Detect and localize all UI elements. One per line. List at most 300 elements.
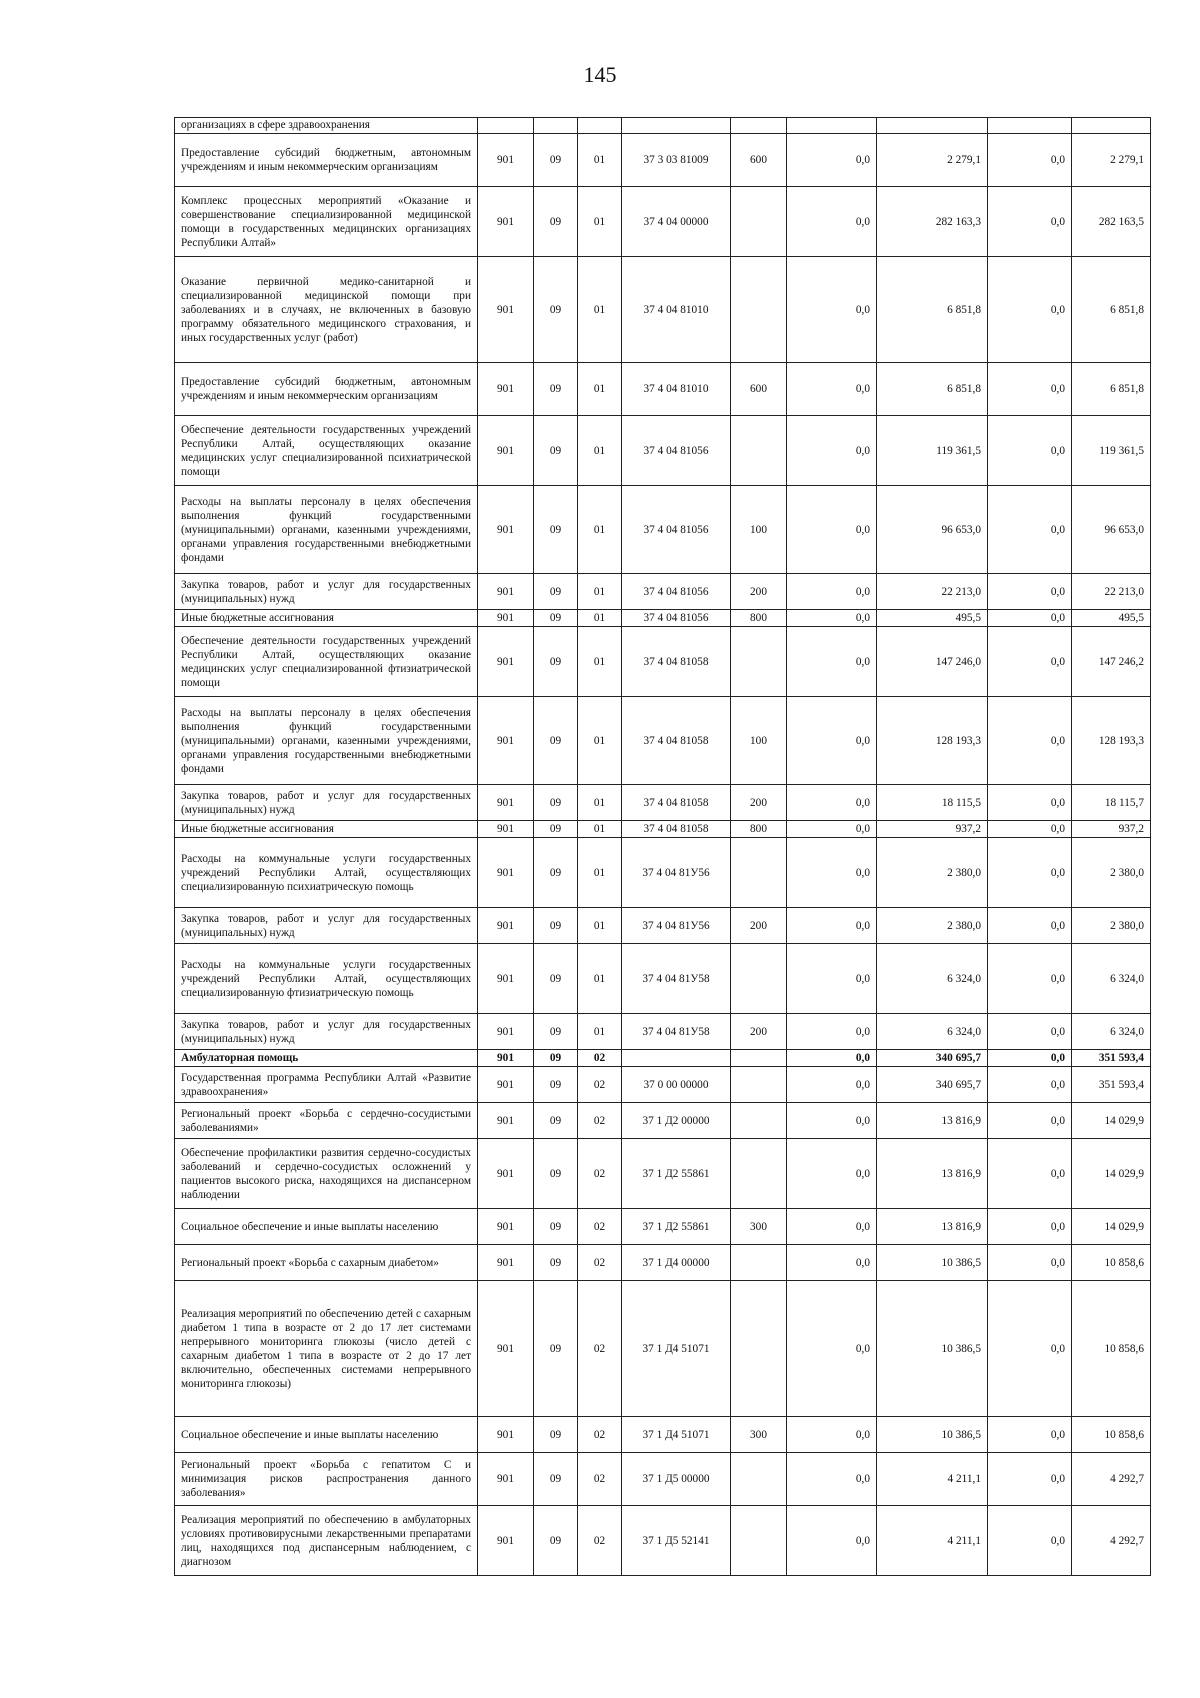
- cell-section-code: 09: [534, 416, 578, 486]
- cell-amount-2: 10 386,5: [877, 1281, 988, 1417]
- cell-ministry-code: 901: [478, 134, 534, 187]
- cell-subsection-code: 01: [578, 944, 622, 1014]
- cell-name: Иные бюджетные ассигнования: [175, 610, 478, 627]
- cell-amount-1: 0,0: [787, 944, 877, 1014]
- cell-expense-type: [731, 1103, 787, 1139]
- cell-ministry-code: 901: [478, 1103, 534, 1139]
- cell-target-article: 37 4 04 81058: [622, 697, 731, 785]
- cell-amount-2: 22 213,0: [877, 574, 988, 610]
- cell-target-article: 37 4 04 81У56: [622, 838, 731, 908]
- table-row: [175, 134, 1151, 187]
- cell-expense-type: [731, 1050, 787, 1067]
- cell-target-article: [622, 118, 731, 134]
- cell-target-article: 37 1 Д2 55861: [622, 1139, 731, 1209]
- cell-amount-4: 147 246,2: [1072, 627, 1151, 697]
- cell-amount-4: [1072, 118, 1151, 134]
- cell-amount-4: 282 163,5: [1072, 187, 1151, 257]
- cell-amount-3: 0,0: [988, 1139, 1072, 1209]
- cell-target-article: 37 4 04 81010: [622, 363, 731, 416]
- cell-name: Предоставление субсидий бюджетным, автономным учреждениям и иным некоммерческим организациям: [175, 134, 478, 187]
- cell-amount-2: 340 695,7: [877, 1050, 988, 1067]
- cell-target-article: 37 4 04 81056: [622, 416, 731, 486]
- cell-amount-3: 0,0: [988, 785, 1072, 821]
- cell-expense-type: [731, 118, 787, 134]
- cell-amount-4: 6 851,8: [1072, 363, 1151, 416]
- cell-ministry-code: 901: [478, 838, 534, 908]
- cell-section-code: 09: [534, 1281, 578, 1417]
- cell-expense-type: 600: [731, 363, 787, 416]
- table-row: [175, 363, 1151, 416]
- cell-name: организациях в сфере здравоохранения: [175, 118, 478, 134]
- cell-ministry-code: 901: [478, 574, 534, 610]
- cell-amount-2: 937,2: [877, 821, 988, 838]
- table-row: [175, 610, 1151, 627]
- cell-subsection-code: 01: [578, 908, 622, 944]
- cell-name: Комплекс процессных мероприятий «Оказание и совершенствование специализированной медицинской помощи в государственных медицинских организациях Республики Алтай»: [175, 187, 478, 257]
- cell-target-article: 37 4 04 81056: [622, 610, 731, 627]
- table-row: [175, 944, 1151, 1014]
- cell-amount-1: 0,0: [787, 1209, 877, 1245]
- cell-section-code: 09: [534, 1139, 578, 1209]
- table-row: [175, 1103, 1151, 1139]
- table-row: [175, 697, 1151, 785]
- cell-target-article: 37 0 00 00000: [622, 1067, 731, 1103]
- cell-target-article: 37 1 Д4 51071: [622, 1417, 731, 1453]
- cell-amount-1: 0,0: [787, 486, 877, 574]
- cell-name: Социальное обеспечение и иные выплаты населению: [175, 1417, 478, 1453]
- cell-target-article: 37 1 Д4 51071: [622, 1281, 731, 1417]
- cell-expense-type: [731, 1067, 787, 1103]
- cell-section-code: 09: [534, 1245, 578, 1281]
- cell-subsection-code: 01: [578, 821, 622, 838]
- cell-subsection-code: 02: [578, 1209, 622, 1245]
- cell-name: Предоставление субсидий бюджетным, автономным учреждениям и иным некоммерческим организациям: [175, 363, 478, 416]
- cell-ministry-code: 901: [478, 1209, 534, 1245]
- cell-amount-1: 0,0: [787, 908, 877, 944]
- cell-amount-3: 0,0: [988, 610, 1072, 627]
- cell-ministry-code: 901: [478, 944, 534, 1014]
- cell-subsection-code: 01: [578, 416, 622, 486]
- cell-section-code: 09: [534, 1453, 578, 1506]
- cell-target-article: 37 1 Д2 55861: [622, 1209, 731, 1245]
- cell-ministry-code: 901: [478, 1281, 534, 1417]
- cell-expense-type: [731, 257, 787, 363]
- cell-amount-1: 0,0: [787, 1417, 877, 1453]
- cell-expense-type: [731, 627, 787, 697]
- cell-target-article: 37 1 Д5 00000: [622, 1453, 731, 1506]
- cell-subsection-code: 02: [578, 1506, 622, 1576]
- table-row: [175, 1281, 1151, 1417]
- cell-section-code: 09: [534, 838, 578, 908]
- cell-expense-type: 800: [731, 610, 787, 627]
- cell-amount-1: 0,0: [787, 1281, 877, 1417]
- cell-target-article: 37 4 04 81058: [622, 627, 731, 697]
- table-row: [175, 1209, 1151, 1245]
- cell-section-code: 09: [534, 187, 578, 257]
- cell-expense-type: [731, 1139, 787, 1209]
- cell-subsection-code: 02: [578, 1050, 622, 1067]
- cell-expense-type: 100: [731, 486, 787, 574]
- cell-subsection-code: 02: [578, 1103, 622, 1139]
- cell-name: Расходы на выплаты персоналу в целях обеспечения выполнения функций государственными (муниципальными) органами, казенными учреждениями, органами управления государственными внебюджетными фондами: [175, 486, 478, 574]
- cell-amount-3: 0,0: [988, 1417, 1072, 1453]
- cell-subsection-code: 01: [578, 134, 622, 187]
- cell-amount-2: 119 361,5: [877, 416, 988, 486]
- cell-amount-2: 6 324,0: [877, 944, 988, 1014]
- cell-section-code: 09: [534, 257, 578, 363]
- cell-amount-3: 0,0: [988, 697, 1072, 785]
- cell-name: Расходы на коммунальные услуги государственных учреждений Республики Алтай, осуществляющих специализированную психиатрическую помощь: [175, 838, 478, 908]
- cell-amount-2: 340 695,7: [877, 1067, 988, 1103]
- cell-target-article: [622, 1050, 731, 1067]
- cell-subsection-code: 01: [578, 838, 622, 908]
- cell-section-code: 09: [534, 1209, 578, 1245]
- cell-amount-1: 0,0: [787, 1103, 877, 1139]
- cell-section-code: 09: [534, 785, 578, 821]
- table-row: [175, 1245, 1151, 1281]
- cell-ministry-code: 901: [478, 1506, 534, 1576]
- cell-expense-type: 600: [731, 134, 787, 187]
- cell-amount-2: 6 851,8: [877, 257, 988, 363]
- cell-subsection-code: 01: [578, 697, 622, 785]
- cell-amount-4: 22 213,0: [1072, 574, 1151, 610]
- table-row: [175, 821, 1151, 838]
- page-number: 145: [583, 62, 617, 87]
- cell-section-code: 09: [534, 627, 578, 697]
- cell-subsection-code: 01: [578, 574, 622, 610]
- cell-expense-type: 200: [731, 1014, 787, 1050]
- table-row: [175, 1050, 1151, 1067]
- cell-amount-3: 0,0: [988, 1245, 1072, 1281]
- cell-amount-3: 0,0: [988, 363, 1072, 416]
- cell-section-code: 09: [534, 1014, 578, 1050]
- cell-subsection-code: 01: [578, 610, 622, 627]
- cell-name: Социальное обеспечение и иные выплаты населению: [175, 1209, 478, 1245]
- cell-name: Региональный проект «Борьба с сердечно-сосудистыми заболеваниями»: [175, 1103, 478, 1139]
- table-row: [175, 1014, 1151, 1050]
- cell-amount-4: 6 324,0: [1072, 1014, 1151, 1050]
- cell-amount-4: 14 029,9: [1072, 1103, 1151, 1139]
- cell-section-code: [534, 118, 578, 134]
- cell-name: Закупка товаров, работ и услуг для государственных (муниципальных) нужд: [175, 1014, 478, 1050]
- cell-amount-4: 6 324,0: [1072, 944, 1151, 1014]
- cell-amount-2: 13 816,9: [877, 1209, 988, 1245]
- table-row: [175, 416, 1151, 486]
- cell-expense-type: [731, 1453, 787, 1506]
- cell-amount-3: 0,0: [988, 1281, 1072, 1417]
- table-row: [175, 627, 1151, 697]
- cell-amount-1: 0,0: [787, 363, 877, 416]
- cell-amount-3: 0,0: [988, 627, 1072, 697]
- cell-name: Закупка товаров, работ и услуг для государственных (муниципальных) нужд: [175, 574, 478, 610]
- cell-amount-4: 2 380,0: [1072, 838, 1151, 908]
- cell-expense-type: 300: [731, 1209, 787, 1245]
- cell-amount-3: 0,0: [988, 1103, 1072, 1139]
- cell-expense-type: [731, 944, 787, 1014]
- cell-amount-1: [787, 118, 877, 134]
- cell-section-code: 09: [534, 574, 578, 610]
- cell-amount-1: 0,0: [787, 1139, 877, 1209]
- cell-amount-4: 10 858,6: [1072, 1281, 1151, 1417]
- cell-amount-4: 4 292,7: [1072, 1453, 1151, 1506]
- cell-section-code: 09: [534, 1103, 578, 1139]
- cell-expense-type: 800: [731, 821, 787, 838]
- cell-amount-4: 14 029,9: [1072, 1209, 1151, 1245]
- cell-amount-3: 0,0: [988, 187, 1072, 257]
- cell-ministry-code: 901: [478, 1245, 534, 1281]
- cell-expense-type: 200: [731, 785, 787, 821]
- cell-ministry-code: 901: [478, 257, 534, 363]
- cell-amount-1: 0,0: [787, 1506, 877, 1576]
- cell-section-code: 09: [534, 1417, 578, 1453]
- cell-amount-4: 128 193,3: [1072, 697, 1151, 785]
- table-row: [175, 1417, 1151, 1453]
- cell-ministry-code: 901: [478, 363, 534, 416]
- cell-expense-type: 300: [731, 1417, 787, 1453]
- cell-amount-4: 10 858,6: [1072, 1417, 1151, 1453]
- cell-amount-4: 10 858,6: [1072, 1245, 1151, 1281]
- cell-amount-2: 10 386,5: [877, 1417, 988, 1453]
- cell-ministry-code: 901: [478, 1014, 534, 1050]
- cell-target-article: 37 4 04 81058: [622, 821, 731, 838]
- cell-amount-2: 13 816,9: [877, 1103, 988, 1139]
- cell-amount-4: 351 593,4: [1072, 1067, 1151, 1103]
- cell-amount-1: 0,0: [787, 134, 877, 187]
- cell-section-code: 09: [534, 363, 578, 416]
- cell-expense-type: [731, 416, 787, 486]
- cell-ministry-code: 901: [478, 1453, 534, 1506]
- cell-amount-4: 96 653,0: [1072, 486, 1151, 574]
- cell-section-code: 09: [534, 134, 578, 187]
- cell-ministry-code: 901: [478, 1067, 534, 1103]
- cell-section-code: 09: [534, 908, 578, 944]
- cell-target-article: 37 4 04 00000: [622, 187, 731, 257]
- cell-expense-type: 100: [731, 697, 787, 785]
- table-row: [175, 908, 1151, 944]
- table-row: [175, 838, 1151, 908]
- cell-amount-2: 96 653,0: [877, 486, 988, 574]
- cell-amount-2: 13 816,9: [877, 1139, 988, 1209]
- cell-amount-2: 147 246,0: [877, 627, 988, 697]
- cell-amount-1: 0,0: [787, 627, 877, 697]
- cell-amount-2: 495,5: [877, 610, 988, 627]
- cell-target-article: 37 4 04 81У56: [622, 908, 731, 944]
- cell-ministry-code: 901: [478, 1417, 534, 1453]
- cell-expense-type: [731, 1506, 787, 1576]
- cell-amount-1: 0,0: [787, 785, 877, 821]
- cell-section-code: 09: [534, 697, 578, 785]
- cell-target-article: 37 4 04 81056: [622, 574, 731, 610]
- cell-amount-1: 0,0: [787, 574, 877, 610]
- cell-amount-4: 4 292,7: [1072, 1506, 1151, 1576]
- cell-subsection-code: 01: [578, 1014, 622, 1050]
- cell-amount-3: 0,0: [988, 1067, 1072, 1103]
- cell-amount-2: 6 324,0: [877, 1014, 988, 1050]
- cell-name: Реализация мероприятий по обеспечению детей с сахарным диабетом 1 типа в возрасте от 2 до 17 лет системами непрерывного мониторинга глюкозы (число детей с сахарным диабетом 1 типа в возрасте от 2 до 17 лет включительно, обеспеченных системами непрерывного мониторинга глюкозы): [175, 1281, 478, 1417]
- cell-amount-2: 128 193,3: [877, 697, 988, 785]
- cell-subsection-code: 02: [578, 1417, 622, 1453]
- cell-amount-2: 2 380,0: [877, 838, 988, 908]
- cell-amount-2: [877, 118, 988, 134]
- cell-subsection-code: 01: [578, 257, 622, 363]
- cell-expense-type: 200: [731, 574, 787, 610]
- cell-amount-3: 0,0: [988, 1506, 1072, 1576]
- cell-ministry-code: 901: [478, 1050, 534, 1067]
- cell-amount-4: 18 115,7: [1072, 785, 1151, 821]
- table-row: [175, 1139, 1151, 1209]
- cell-name: Закупка товаров, работ и услуг для государственных (муниципальных) нужд: [175, 908, 478, 944]
- cell-name: Региональный проект «Борьба с гепатитом С и минимизация рисков распространения данного заболевания»: [175, 1453, 478, 1506]
- cell-amount-1: 0,0: [787, 697, 877, 785]
- cell-amount-3: 0,0: [988, 944, 1072, 1014]
- cell-amount-3: 0,0: [988, 134, 1072, 187]
- cell-amount-1: 0,0: [787, 416, 877, 486]
- cell-amount-2: 10 386,5: [877, 1245, 988, 1281]
- cell-ministry-code: 901: [478, 610, 534, 627]
- cell-name: Реализация мероприятий по обеспечению в амбулаторных условиях противовирусными лекарственными препаратами лиц, находящихся под диспансерным наблюдением, с диагнозом: [175, 1506, 478, 1576]
- cell-subsection-code: 02: [578, 1281, 622, 1417]
- cell-amount-3: 0,0: [988, 838, 1072, 908]
- cell-ministry-code: 901: [478, 821, 534, 838]
- table-row: [175, 1067, 1151, 1103]
- cell-section-code: 09: [534, 1050, 578, 1067]
- cell-ministry-code: 901: [478, 697, 534, 785]
- cell-name: Иные бюджетные ассигнования: [175, 821, 478, 838]
- cell-target-article: 37 4 04 81У58: [622, 944, 731, 1014]
- cell-subsection-code: 02: [578, 1139, 622, 1209]
- cell-section-code: 09: [534, 1067, 578, 1103]
- cell-amount-4: 14 029,9: [1072, 1139, 1151, 1209]
- budget-table: [174, 117, 1151, 1576]
- cell-subsection-code: 01: [578, 363, 622, 416]
- cell-amount-4: 937,2: [1072, 821, 1151, 838]
- cell-subsection-code: 01: [578, 627, 622, 697]
- cell-subsection-code: 01: [578, 187, 622, 257]
- cell-section-code: 09: [534, 821, 578, 838]
- table-row: [175, 118, 1151, 134]
- cell-amount-2: 2 279,1: [877, 134, 988, 187]
- cell-amount-1: 0,0: [787, 1245, 877, 1281]
- cell-amount-1: 0,0: [787, 1067, 877, 1103]
- cell-name: Обеспечение деятельности государственных учреждений Республики Алтай, осуществляющих оказание медицинских услуг специализированной психиатрической помощи: [175, 416, 478, 486]
- cell-section-code: 09: [534, 944, 578, 1014]
- cell-expense-type: 200: [731, 908, 787, 944]
- cell-amount-4: 351 593,4: [1072, 1050, 1151, 1067]
- cell-target-article: 37 4 04 81010: [622, 257, 731, 363]
- table-row: [175, 785, 1151, 821]
- cell-amount-1: 0,0: [787, 610, 877, 627]
- cell-amount-2: 282 163,3: [877, 187, 988, 257]
- cell-amount-1: 0,0: [787, 1453, 877, 1506]
- cell-amount-3: 0,0: [988, 416, 1072, 486]
- cell-expense-type: [731, 1245, 787, 1281]
- cell-section-code: 09: [534, 1506, 578, 1576]
- cell-name: Расходы на выплаты персоналу в целях обеспечения выполнения функций государственными (муниципальными) органами, казенными учреждениями, органами управления государственными внебюджетными фондами: [175, 697, 478, 785]
- cell-amount-4: 2 279,1: [1072, 134, 1151, 187]
- cell-amount-3: 0,0: [988, 1050, 1072, 1067]
- table-row: [175, 1453, 1151, 1506]
- cell-subsection-code: [578, 118, 622, 134]
- cell-expense-type: [731, 187, 787, 257]
- cell-amount-4: 495,5: [1072, 610, 1151, 627]
- cell-ministry-code: 901: [478, 627, 534, 697]
- cell-expense-type: [731, 838, 787, 908]
- cell-amount-1: 0,0: [787, 821, 877, 838]
- cell-amount-2: 4 211,1: [877, 1453, 988, 1506]
- cell-target-article: 37 3 03 81009: [622, 134, 731, 187]
- cell-subsection-code: 02: [578, 1245, 622, 1281]
- cell-amount-4: 2 380,0: [1072, 908, 1151, 944]
- cell-amount-3: 0,0: [988, 486, 1072, 574]
- cell-name: Обеспечение профилактики развития сердечно-сосудистых заболеваний и сердечно-сосудистых осложнений у пациентов высокого риска, находящихся на диспансерном наблюдении: [175, 1139, 478, 1209]
- cell-expense-type: [731, 1281, 787, 1417]
- cell-ministry-code: 901: [478, 187, 534, 257]
- cell-name: Расходы на коммунальные услуги государственных учреждений Республики Алтай, осуществляющих специализированную фтизиатрическую помощь: [175, 944, 478, 1014]
- cell-subsection-code: 01: [578, 486, 622, 574]
- cell-target-article: 37 1 Д5 52141: [622, 1506, 731, 1576]
- cell-amount-3: 0,0: [988, 1209, 1072, 1245]
- table-row: [175, 486, 1151, 574]
- cell-amount-3: 0,0: [988, 574, 1072, 610]
- cell-ministry-code: 901: [478, 486, 534, 574]
- cell-name: Обеспечение деятельности государственных учреждений Республики Алтай, осуществляющих оказание медицинских услуг специализированной фтизиатрической помощи: [175, 627, 478, 697]
- cell-amount-1: 0,0: [787, 1014, 877, 1050]
- cell-name: Закупка товаров, работ и услуг для государственных (муниципальных) нужд: [175, 785, 478, 821]
- table-row: [175, 257, 1151, 363]
- cell-amount-2: 6 851,8: [877, 363, 988, 416]
- cell-amount-3: 0,0: [988, 1014, 1072, 1050]
- cell-amount-4: 6 851,8: [1072, 257, 1151, 363]
- cell-amount-3: [988, 118, 1072, 134]
- cell-ministry-code: 901: [478, 416, 534, 486]
- cell-ministry-code: 901: [478, 1139, 534, 1209]
- cell-name: Региональный проект «Борьба с сахарным диабетом»: [175, 1245, 478, 1281]
- cell-name: Оказание первичной медико-санитарной и специализированной медицинской помощи при заболеваниях и в случаях, не включенных в базовую программу обязательного медицинского страхования, и иных государственных услуг (работ): [175, 257, 478, 363]
- cell-ministry-code: 901: [478, 785, 534, 821]
- cell-subsection-code: 02: [578, 1453, 622, 1506]
- cell-target-article: 37 1 Д2 00000: [622, 1103, 731, 1139]
- cell-amount-1: 0,0: [787, 257, 877, 363]
- cell-amount-3: 0,0: [988, 1453, 1072, 1506]
- cell-amount-2: 4 211,1: [877, 1506, 988, 1576]
- cell-amount-1: 0,0: [787, 1050, 877, 1067]
- cell-amount-2: 2 380,0: [877, 908, 988, 944]
- table-row: [175, 574, 1151, 610]
- cell-amount-4: 119 361,5: [1072, 416, 1151, 486]
- cell-name: Амбулаторная помощь: [175, 1050, 478, 1067]
- cell-amount-1: 0,0: [787, 187, 877, 257]
- cell-amount-1: 0,0: [787, 838, 877, 908]
- cell-section-code: 09: [534, 486, 578, 574]
- table-row: [175, 1506, 1151, 1576]
- cell-ministry-code: [478, 118, 534, 134]
- cell-target-article: 37 4 04 81У58: [622, 1014, 731, 1050]
- cell-amount-2: 18 115,5: [877, 785, 988, 821]
- cell-section-code: 09: [534, 610, 578, 627]
- cell-subsection-code: 01: [578, 785, 622, 821]
- cell-ministry-code: 901: [478, 908, 534, 944]
- cell-amount-3: 0,0: [988, 257, 1072, 363]
- cell-amount-3: 0,0: [988, 908, 1072, 944]
- table-row: [175, 187, 1151, 257]
- table-body: [175, 118, 1151, 1576]
- cell-target-article: 37 1 Д4 00000: [622, 1245, 731, 1281]
- cell-amount-3: 0,0: [988, 821, 1072, 838]
- cell-target-article: 37 4 04 81058: [622, 785, 731, 821]
- cell-name: Государственная программа Республики Алтай «Развитие здравоохранения»: [175, 1067, 478, 1103]
- cell-target-article: 37 4 04 81056: [622, 486, 731, 574]
- cell-subsection-code: 02: [578, 1067, 622, 1103]
